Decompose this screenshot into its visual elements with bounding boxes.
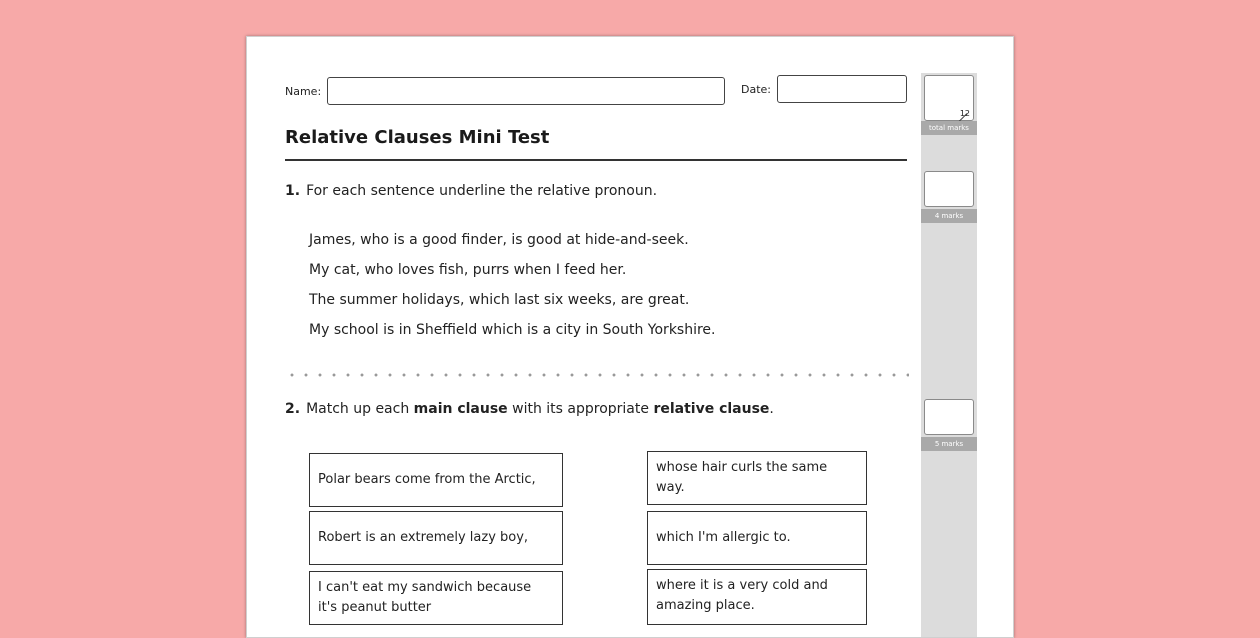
- relative-clause-box-1[interactable]: whose hair curls the same way.: [647, 451, 867, 505]
- main-clause-term: main clause: [413, 401, 508, 417]
- total-marks-box[interactable]: [924, 75, 974, 121]
- name-label: Name:: [285, 85, 322, 98]
- total-marks-label: total marks: [921, 121, 977, 135]
- question-1-instruction: For each sentence underline the relative pronoun.: [306, 183, 658, 199]
- date-field[interactable]: [777, 75, 907, 103]
- sentence-2: My cat, who loves fish, purrs when I feed her.: [309, 262, 627, 278]
- main-clause-box-3[interactable]: I can't eat my sandwich because it's peanut butter: [309, 571, 563, 625]
- question-2-number: 2.: [285, 401, 301, 417]
- q1-marks-label: 4 marks: [921, 209, 977, 223]
- relative-clause-term: relative clause: [653, 401, 770, 417]
- sentence-1: James, who is a good finder, is good at hide-and-seek.: [309, 232, 689, 248]
- question-1: [285, 183, 657, 199]
- q2-marks-label: 5 marks: [921, 437, 977, 451]
- q2-marks-box[interactable]: [924, 399, 974, 435]
- worksheet: [246, 36, 1014, 638]
- total-marks-value: 12: [959, 109, 970, 118]
- main-clause-box-1[interactable]: Polar bears come from the Arctic,: [309, 453, 563, 507]
- title-divider: [285, 159, 907, 161]
- name-field[interactable]: [327, 77, 725, 105]
- date-label: Date:: [741, 83, 771, 96]
- marks-sidebar: [921, 73, 977, 637]
- sentence-4: My school is in Sheffield which is a city in South Yorkshire.: [309, 322, 716, 338]
- relative-clause-box-3[interactable]: where it is a very cold and amazing place.: [647, 569, 867, 625]
- q1-marks-box[interactable]: [924, 171, 974, 207]
- page-title: Relative Clauses Mini Test: [285, 127, 550, 148]
- sentence-3: The summer holidays, which last six weeks, are great.: [309, 292, 690, 308]
- main-clause-box-2[interactable]: Robert is an extremely lazy boy,: [309, 511, 563, 565]
- relative-clause-box-2[interactable]: which I'm allergic to.: [647, 511, 867, 565]
- question-2: 2. Match up each main clause with its appropriate relative clause.: [285, 401, 774, 417]
- question-1-number: 1.: [285, 183, 301, 199]
- dotted-divider: [285, 373, 909, 377]
